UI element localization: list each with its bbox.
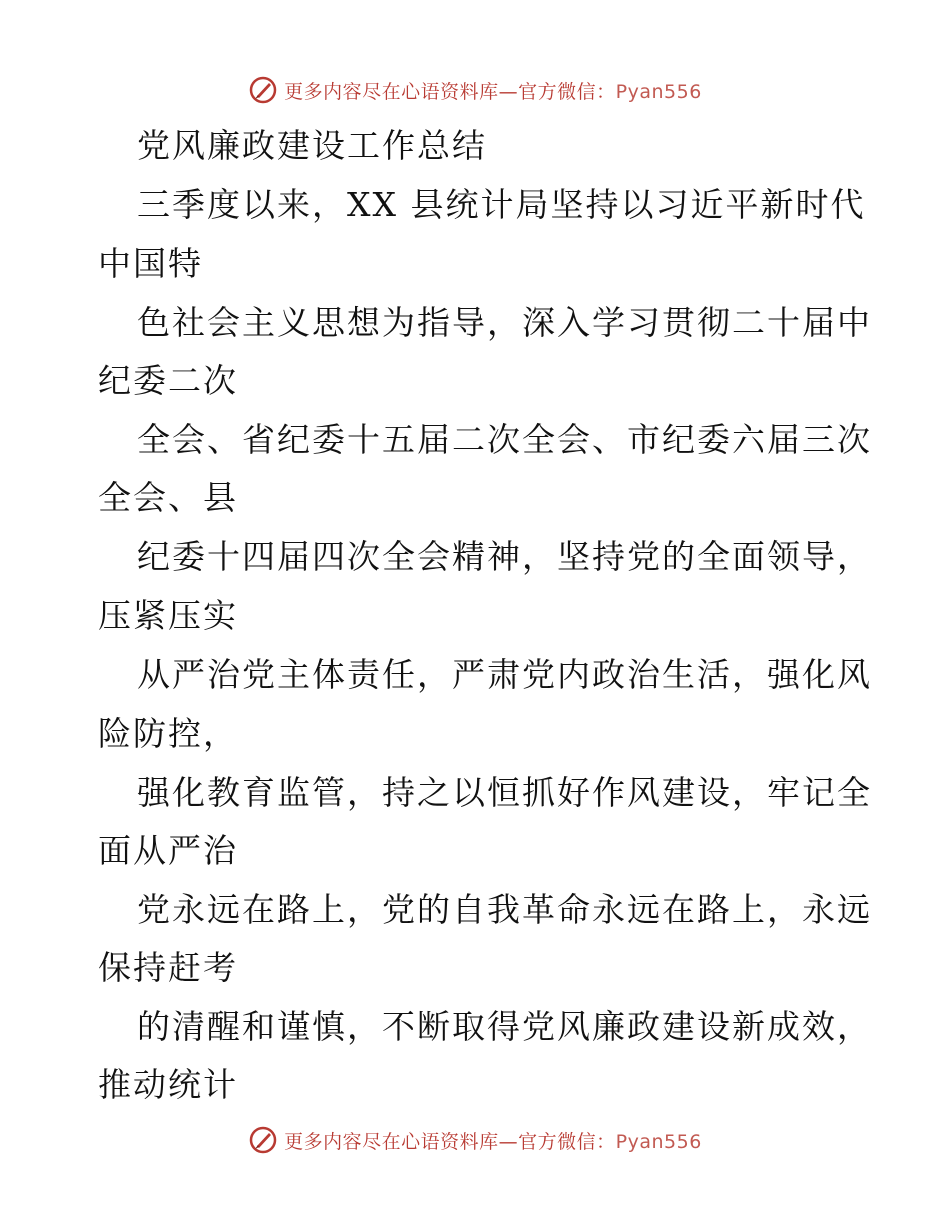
doc-line: 的清醒和谨慎，不断取得党风廉政建设新成效， bbox=[137, 1007, 872, 1046]
doc-line: 色社会主义思想为指导，深入学习贯彻二十届中 bbox=[137, 303, 872, 342]
doc-line: 强化教育监管，持之以恒抓好作风建设，牢记全 bbox=[137, 773, 872, 812]
doc-line: 从严治党主体责任，严肃党内政治生活，强化风 bbox=[137, 655, 872, 694]
footer-watermark-text: 更多内容尽在心语资料库—官方微信：Pyan556 bbox=[284, 1130, 702, 1153]
doc-line: 面从严治 bbox=[98, 831, 238, 870]
doc-title: 党风廉政建设工作总结 bbox=[137, 126, 487, 165]
doc-line: 推动统计 bbox=[98, 1065, 238, 1104]
quill-logo-icon bbox=[248, 75, 278, 105]
doc-line: 三季度以来，XX 县统计局坚持以习近平新时代 bbox=[137, 185, 866, 224]
footer-watermark-banner bbox=[0, 1120, 950, 1160]
doc-line: 全会、省纪委十五届二次全会、市纪委六届三次 bbox=[137, 420, 872, 459]
header-watermark-text: 更多内容尽在心语资料库—官方微信：Pyan556 bbox=[284, 80, 702, 103]
doc-line: 保持赶考 bbox=[98, 948, 238, 987]
doc-line: 险防控， bbox=[98, 714, 238, 753]
doc-line: 压紧压实 bbox=[98, 596, 238, 635]
doc-line: 全会、县 bbox=[98, 478, 238, 517]
doc-line: 纪委十四届四次全会精神，坚持党的全面领导， bbox=[137, 537, 872, 576]
doc-line: 党永远在路上，党的自我革命永远在路上，永远 bbox=[137, 890, 872, 929]
header-watermark-banner bbox=[0, 70, 950, 110]
doc-line: 纪委二次 bbox=[98, 361, 238, 400]
doc-line: 中国特 bbox=[98, 244, 203, 283]
quill-logo-icon bbox=[248, 1125, 278, 1155]
